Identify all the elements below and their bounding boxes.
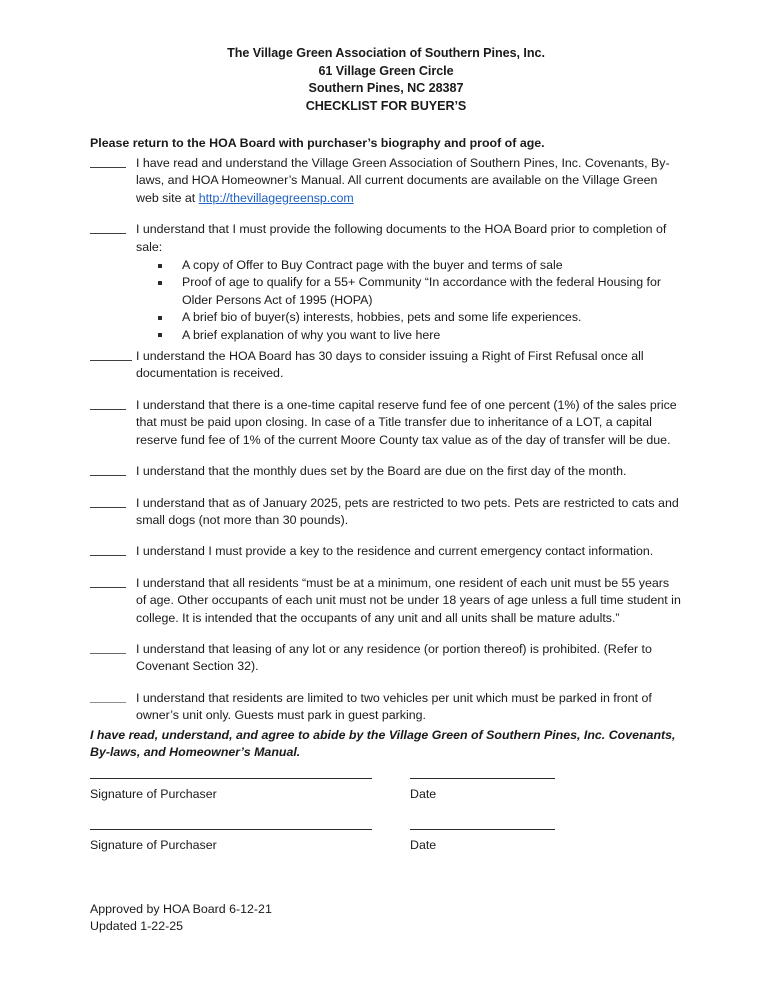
checklist-item-text: I understand the HOA Board has 30 days to consider issuing a Right of First Refusal once all documentation is received. [136,349,644,381]
date-label-1: Date [410,786,437,801]
footer-notes [90,901,682,936]
square-bullet-icon [158,316,162,320]
document-body [0,135,772,936]
signature-label-1: Signature of Purchaser [90,786,217,801]
date-label-2: Date [410,837,437,852]
list-item [158,327,682,344]
signature-blank-line[interactable] [90,155,136,171]
date-line-2[interactable] [410,829,555,830]
org-street: 61 Village Green Circle [318,63,454,78]
signature-line-2[interactable] [90,829,372,830]
checklist-item [90,155,682,207]
checklist-item-text: I understand that the monthly dues set by the Board are due on the first day of the month. [136,464,627,479]
required-documents-list-wrapper [90,257,682,344]
document-header [0,0,772,115]
checklist-item-text: I understand I must provide a key to the residence and current emergency contact information. [136,544,654,559]
checklist-item-text: I understand that as of January 2025, pets are restricted to two pets. Pets are restricted to cats and small dogs (not more than 30 pounds). [136,495,679,527]
checklist-item-body: I have read and understand the Village Green Association of Southern Pines, Inc. Covenants, By-laws, and HOA Homeowner’s Manual. All current documents are available on the Village Green web site at [136,156,670,205]
signature-blank-line[interactable] [90,463,136,479]
list-item [158,257,682,274]
date-line-1[interactable] [410,778,555,779]
lead-instruction: Please return to the HOA Board with purchaser’s biography and proof of age. [90,136,545,150]
checklist-item-text: I understand that I must provide the following documents to the HOA Board prior to completion of sale: [136,222,667,254]
square-bullet-icon [158,281,162,285]
signature-blank-line[interactable] [90,575,136,591]
signature-blank-line[interactable] [90,221,136,237]
list-item-label: Proof of age to qualify for a 55+ Community “In accordance with the federal Housing for Older Persons Act of 1995 (HOPA) [182,275,662,307]
signature-blank-line[interactable] [90,348,136,364]
signature-blank-line[interactable] [90,495,136,511]
signature-row [90,829,682,879]
signature-block [90,778,682,879]
square-bullet-icon [158,333,162,337]
checklist-item [90,495,682,530]
org-city-state-zip: Southern Pines, NC 28387 [308,81,464,95]
signature-blank-line[interactable] [90,690,136,706]
checklist-item [90,463,682,480]
org-name: The Village Green Association of Southern Pines, Inc. [227,46,545,60]
list-item [158,274,682,309]
checklist-item-text: I understand that there is a one-time capital reserve fund fee of one percent (1%) of the sales price that must be paid upon closing. In case of a Title transfer due to inheritance of a LOT, a capital reserve fund fee of 1% of the current Moore County tax value as of the day of transfer will be due. [136,397,677,447]
checklist-item [90,575,682,627]
checklist-item-text: I understand that residents are limited to two vehicles per unit which must be parked in front of owner’s unit only. Guests must park in guest parking. [136,690,652,723]
document-title: CHECKLIST FOR BUYER’S [305,98,467,113]
checklist-item [90,221,682,256]
signature-line-1[interactable] [90,778,372,779]
checklist-item-text [136,155,682,207]
list-item-label: A brief bio of buyer(s) interests, hobbies, pets and some life experiences. [182,310,582,325]
checklist-item-text: I understand that all residents “must be at a minimum, one resident of each unit must be 55 years of age. Other occupants of each unit must not be under 18 years of age unless a full time student in college. It is intended that the occupants of any unit and all units shall be mature adults.” [136,575,681,625]
signature-label-2: Signature of Purchaser [90,837,217,852]
checklist-item [90,641,682,676]
list-item [158,309,682,326]
checklist-item [90,348,682,383]
signature-blank-line[interactable] [90,397,136,413]
attestation-statement: I have read, understand, and agree to abide by the Village Green of Southern Pines, Inc. Covenants, By-laws, and Homeowner’s Manual. [90,727,676,760]
square-bullet-icon [158,264,162,268]
signature-row [90,778,682,828]
list-item-label: A brief explanation of why you want to live here [182,327,441,342]
village-green-website-link[interactable]: http://thevillagegreensp.com [198,190,354,205]
required-documents-list [90,257,682,344]
checklist-item [90,543,682,560]
checklist-item [90,397,682,449]
checklist-item [90,690,682,725]
updated-date: Updated 1-22-25 [90,919,183,934]
signature-blank-line[interactable] [90,641,136,657]
signature-blank-line[interactable] [90,543,136,559]
checklist-item-text: I understand that leasing of any lot or any residence (or portion thereof) is prohibited. (Refer to Covenant Section 32). [136,641,652,674]
list-item-label: A copy of Offer to Buy Contract page with the buyer and terms of sale [182,258,563,273]
approved-date: Approved by HOA Board 6-12-21 [90,901,272,916]
